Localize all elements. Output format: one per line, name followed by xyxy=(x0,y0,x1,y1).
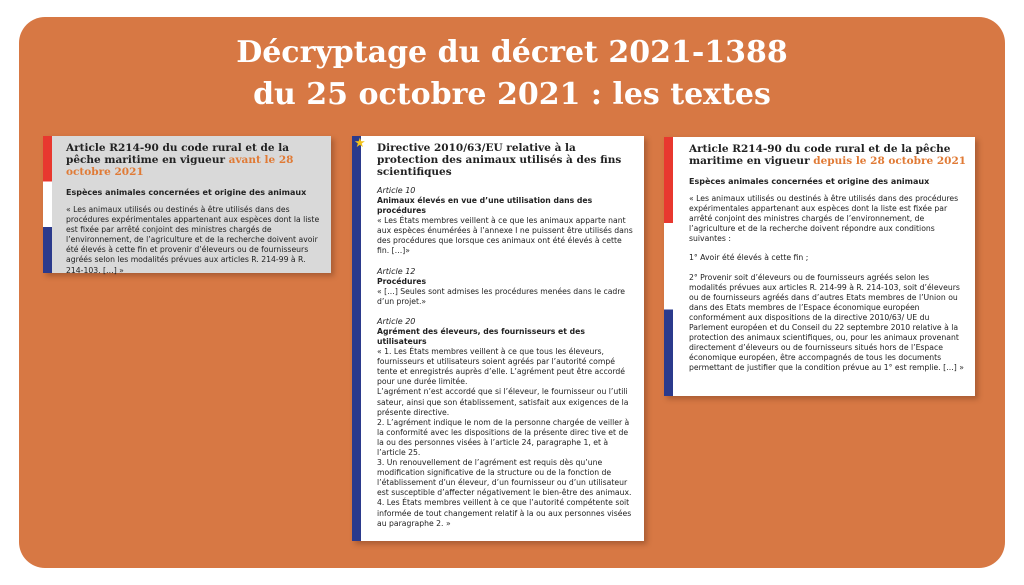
article-20-p5: 4. Les États membres veillent à ce que l’autorité compétente soit informée de tout changement relatif à la ou aux personnes visées au paragraphe 2. » xyxy=(377,498,632,528)
french-flag-bar-right xyxy=(664,137,673,396)
article-20-p4: 3. Un renouvellement de l’agrément est requis dès qu’une modification significative de la structure ou de la fonction de l’établissement d’un éleveur, d’un fournisseur ou d’un utilisateur est susceptible d’affecter négativement le bien-être des animaux. xyxy=(377,458,632,498)
title-line-1: Décryptage du décret 2021-1388 xyxy=(236,35,788,70)
article-10-title: Animaux élevés en vue d’une utilisation dans des procédures xyxy=(377,196,593,216)
article-12-label: Article 12 xyxy=(377,266,416,276)
article-10-body: « Les États membres veillent à ce que les animaux apparte nant aux espèces énumérées à l’annexe I ne puissent être utilisés dans des procédures que lorsque ces animaux ont été élevés à cette fin. […]» xyxy=(377,216,633,256)
article-10 xyxy=(377,186,636,257)
card-right-heading-text: Article R214-90 du code rural et de la pêche maritime en vigueur xyxy=(689,143,951,167)
card-left-heading-text: Article R214-90 du code rural et de la pêche maritime en vigueur xyxy=(66,142,290,166)
article-20-p1: « 1. Les États membres veillent à ce que tous les éleveurs, fournisseurs et utilisateurs soient agréés par l’autorité compé tente et enregistrés auprès d’elle. L’agrément peut être accordé pour une durée limitée. xyxy=(377,347,626,387)
article-20-label: Article 20 xyxy=(377,316,416,326)
card-right-subheading: Espèces animales concernées et origine des animaux xyxy=(689,177,930,186)
card-left-body: « Les animaux utilisés ou destinés à être utilisés dans des procédures expérimentales appartenant aux espèces dont la liste est fixée par arrêté conjoint des ministres chargés de l’environnement, de l’agriculture et de la recherche doivent avoir été élevés à cette fin et provenir d’éleveurs ou de fournisseurs agréés selon les modalités prévues aux articles R. 214-99 à R. 214-103. […] » xyxy=(66,205,320,275)
article-20-p3: 2. L’agrément indique le nom de la personne chargée de veiller à la conformité avec les dispositions de la présente direc tive et de la ou des personnes visées à l’article 24, paragraphe 1, et à l’article 25. xyxy=(377,417,630,457)
card-left-heading-accent: avant le 28 octobre 2021 xyxy=(66,154,294,178)
french-flag-bar xyxy=(43,136,52,273)
card-middle-heading: Directive 2010/63/EU relative à la protection des animaux utilisés à des fins scientifiques xyxy=(377,142,622,178)
card-article-after xyxy=(664,137,975,396)
article-10-label: Article 10 xyxy=(377,186,416,195)
card-right-p2: 1° Avoir été élevés à cette fin ; xyxy=(689,253,809,263)
card-left-heading xyxy=(66,142,323,178)
article-12-body: « […] Seules sont admises les procédures menées dans le cadre d’un projet.» xyxy=(377,286,626,306)
article-20 xyxy=(377,317,636,529)
article-20-p2: L’agrément n’est accordé que si l’éleveur, le fournisseur ou l’utili sateur, ainsi que son établissement, satisfait aux exigences de la présente directive. xyxy=(377,387,629,417)
article-20-title: Agrément des éleveurs, des fournisseurs et des utilisateurs xyxy=(377,326,585,346)
page-title xyxy=(0,32,1024,116)
card-article-before xyxy=(43,136,331,273)
card-directive xyxy=(352,136,644,541)
card-right-p3: 2° Provenir soit d’éleveurs ou de fournisseurs agréés selon les modalités prévues aux articles R. 214-99 à R. 214-103, soit d’éleveurs ou de fournisseurs agréés dans d’autres Etats membres de l’Union ou dans des Etats membres de l’Espace économique européen conformément aux dispositions de la directive 2010/63/ UE du Parlement européen et du Conseil du 22 septembre 2010 relative à la protection des animaux scientifiques, ou, pour les animaux provenant directement d’éleveurs ou de fournisseurs situés hors de l’Espace économique européen, être accompagnés de tous les documents permettant de justifier que la condition prévue au 1° est remplie. […] » xyxy=(689,272,964,373)
card-right-heading xyxy=(689,143,967,167)
card-right-heading-accent: depuis le 28 octobre 2021 xyxy=(813,155,967,167)
card-right-p1: « Les animaux utilisés ou destinés à être utilisés dans des procédures expérimentales appartenant aux espèces dont la liste est fixée par arrêté conjoint des ministres chargés de l’environnement, de l’agriculture et de la recherche doivent répondre aux conditions suivantes : xyxy=(689,194,959,244)
title-line-2: du 25 octobre 2021 : les textes xyxy=(253,77,771,112)
eu-star-icon: ★ xyxy=(354,136,366,151)
eu-flag-bar xyxy=(352,136,361,541)
article-12 xyxy=(377,267,636,307)
card-left-subheading: Espèces animales concernées et origine des animaux xyxy=(66,188,307,197)
article-12-title: Procédures xyxy=(377,276,427,286)
